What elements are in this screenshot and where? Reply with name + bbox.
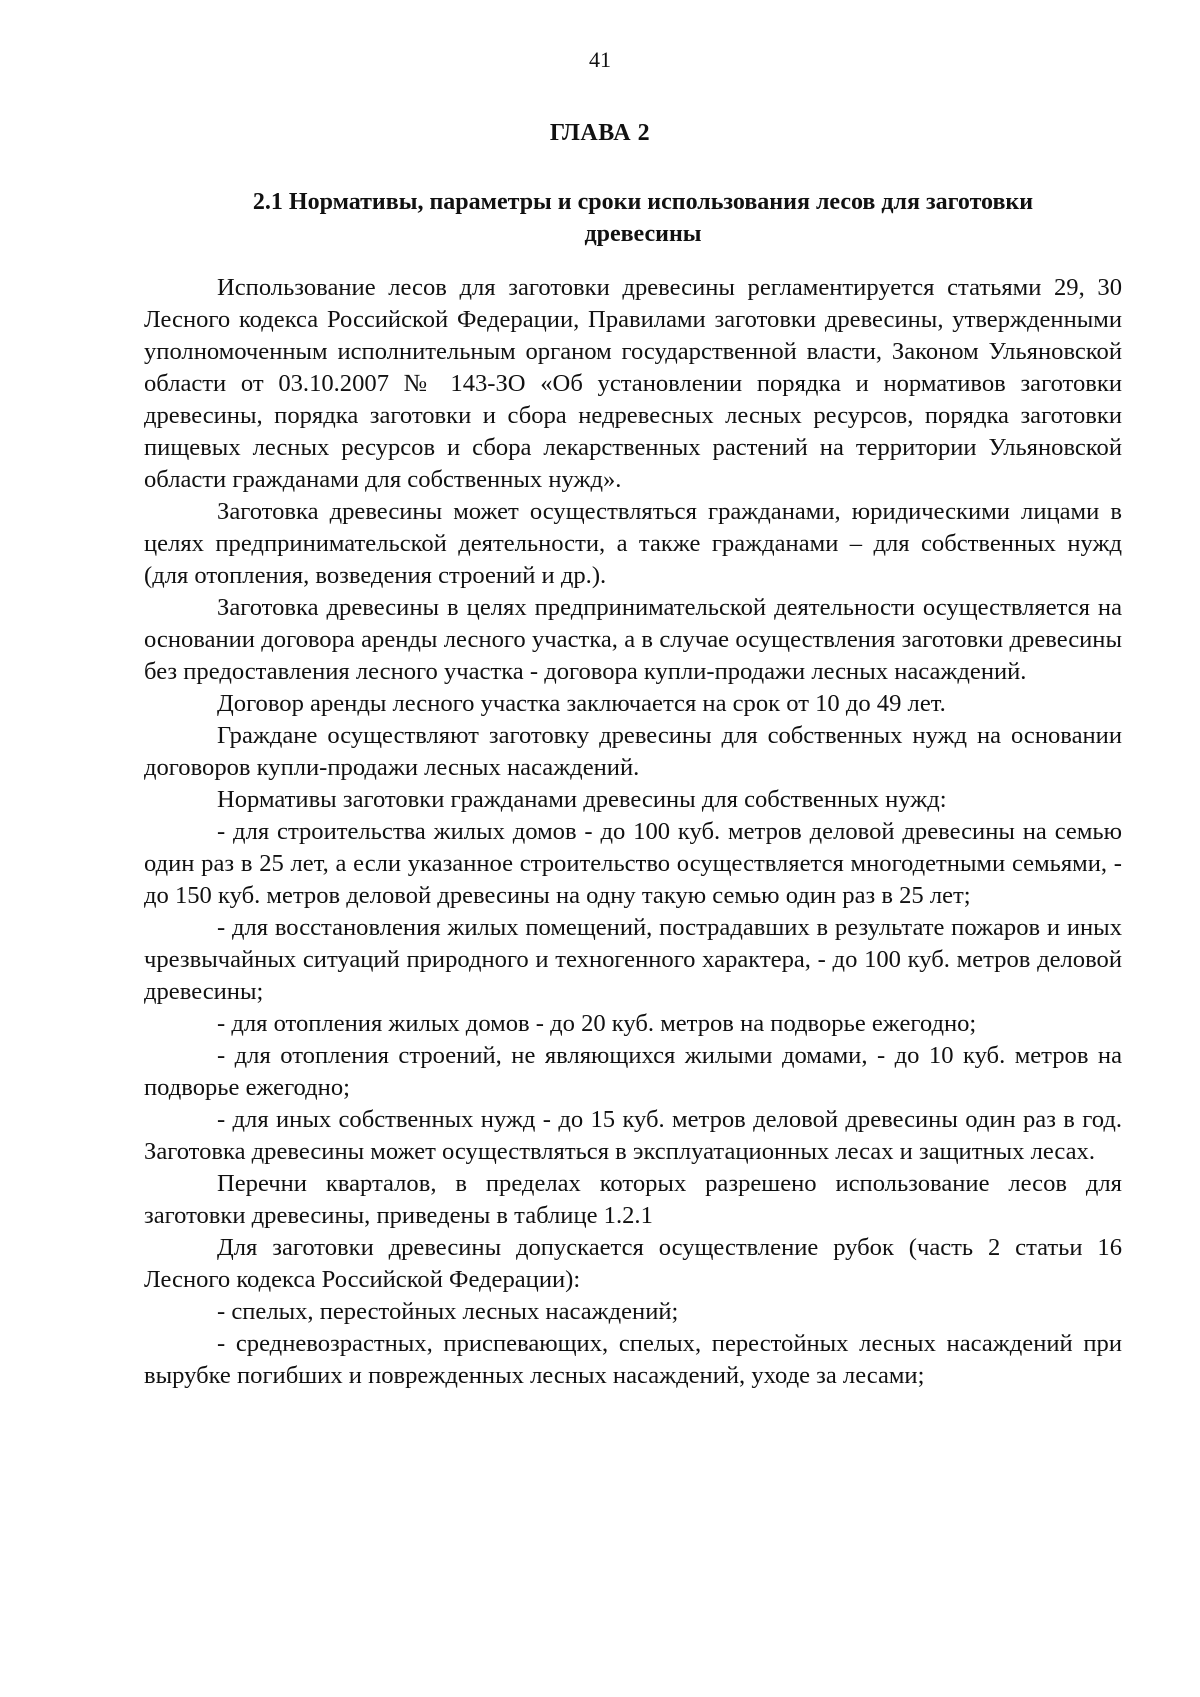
section-title: 2.1 Нормативы, параметры и сроки использования лесов для заготовки древесины	[252, 189, 1034, 247]
page-number: 41	[589, 47, 611, 72]
chapter-heading: ГЛАВА 2	[549, 120, 651, 146]
list-item-building-heating: - для отопления строений, не являющихся жилыми домами, - до 10 куб. метров на подворье ежегодно;	[144, 1042, 1122, 1101]
list-item-mature-stands: - спелых, перестойных лесных насаждений;	[217, 1298, 679, 1325]
paragraph-usage-regulation: Использование лесов для заготовки древесины регламентируется статьями 29, 30 Лесного кодекса Российской Федерации, Правилами заготовки древесины, утвержденными уполномоченным исполнительным органом государственной власти, Законом Ульяновской области от 03.10.2007 № 143-ЗО «Об установлении порядка и нормативов заготовки древесины, порядка заготовки и сбора недревесных лесных ресурсов, порядка заготовки пищевых лесных ресурсов и сбора лекарственных растений на территории Ульяновской области гражданами для собственных нужд».	[144, 274, 1122, 493]
list-item-house-heating: - для отопления жилых домов - до 20 куб. метров на подворье ежегодно;	[217, 1010, 977, 1037]
paragraph-citizen-contracts: Граждане осуществляют заготовку древесины для собственных нужд на основании договоров купли-продажи лесных насаждений.	[144, 722, 1122, 781]
paragraph-commercial-harvest: Заготовка древесины в целях предпринимательской деятельности осуществляется на основании договора аренды лесного участка, а в случае осуществления заготовки древесины без предоставления лесного участка - договора купли-продажи лесных насаждений.	[144, 594, 1122, 685]
paragraph-norms-heading: Нормативы заготовки гражданами древесины для собственных нужд:	[217, 786, 947, 813]
document-body	[144, 272, 1122, 1392]
paragraph-lease-term: Договор аренды лесного участка заключается на срок от 10 до 49 лет.	[217, 690, 946, 717]
list-item-restoration: - для восстановления жилых помещений, пострадавших в результате пожаров и иных чрезвычайных ситуаций природного и техногенного характера, - до 100 куб. метров деловой древесины;	[144, 914, 1122, 1005]
list-item-other-needs: - для иных собственных нужд - до 15 куб. метров деловой древесины один раз в год. Заготовка древесины может осуществляться в эксплуатационных лесах и защитных лесах.	[144, 1106, 1122, 1165]
paragraph-quarter-lists: Перечни кварталов, в пределах которых разрешено использование лесов для заготовки древесины, приведены в таблице 1.2.1	[144, 1170, 1122, 1229]
list-item-middle-aged-stands: - средневозрастных, приспевающих, спелых, перестойных лесных насаждений при вырубке погибших и поврежденных лесных насаждений, уходе за лесами;	[144, 1330, 1122, 1389]
paragraph-who-harvests: Заготовка древесины может осуществляться гражданами, юридическими лицами в целях предпринимательской деятельности, а также гражданами – для собственных нужд (для отопления, возведения строений и др.).	[144, 498, 1122, 589]
paragraph-allowed-cuttings: Для заготовки древесины допускается осуществление рубок (часть 2 статьи 16 Лесного кодекса Российской Федерации):	[144, 1234, 1122, 1293]
list-item-house-construction: - для строительства жилых домов - до 100 куб. метров деловой древесины на семью один раз в 25 лет, а если указанное строительство осуществляется многодетными семьями, - до 150 куб. метров деловой древесины на одну такую семью один раз в 25 лет;	[144, 818, 1122, 909]
